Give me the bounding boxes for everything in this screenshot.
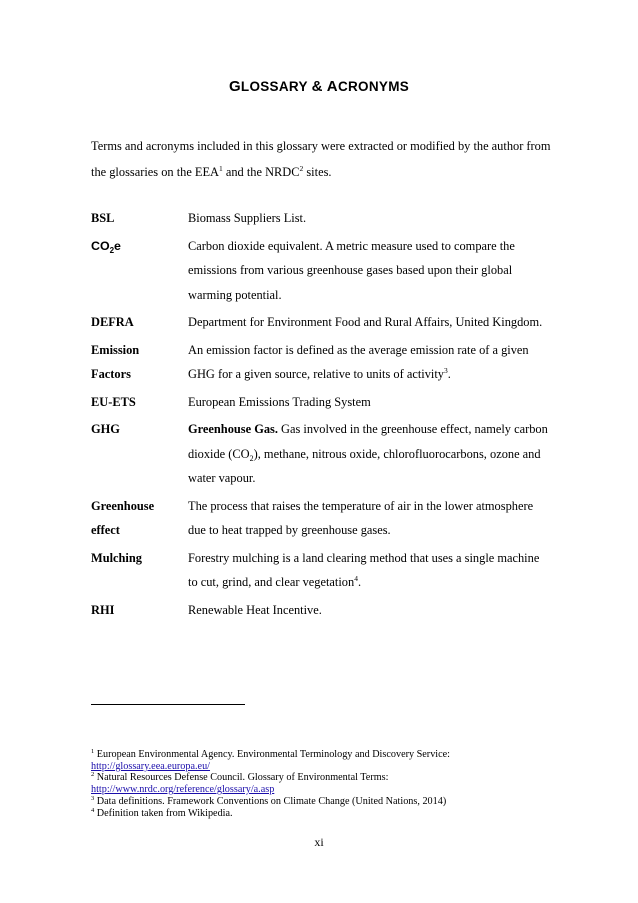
page-title: GLOSSARY & ACRONYMS (228, 78, 410, 95)
glossary-term: Mulching (91, 550, 142, 565)
glossary-definition: The process that raises the temperature of air in the lower atmosphere due to heat trapped by greenhouse gases. (188, 498, 534, 537)
footnote-2-link-line (91, 784, 561, 796)
nrdc-glossary-link[interactable]: http://www.nrdc.org/reference/glossary/a.asp (91, 784, 275, 796)
glossary-term: GHG (91, 422, 120, 436)
intro-paragraph: Terms and acronyms included in this glossary were extracted or modified by the author from the glossaries on the EEA$^1$ and the NRDC$^2$ sites. (91, 139, 551, 179)
glossary-definition: An emission factor is defined as the average emission rate of a given GHG for a given source, relative to units of activity$^3$. (188, 342, 529, 381)
glossary-entry-ghg (91, 417, 551, 491)
glossary-entry-rhi (91, 598, 551, 623)
glossary-definition: Greenhouse Gas. Gas involved in the greenhouse effect, namely carbon dioxide $(CO_2)$, methane, nitrous oxide, chlorofluorocarbons, ozone and water vapour. (188, 422, 548, 485)
glossary-entry-mulching (91, 546, 551, 595)
footnote-ref-1: 1 (219, 164, 223, 173)
page-number: xi (314, 835, 324, 849)
glossary-definition: Department for Environment Food and Rural Affairs, United Kingdom. (188, 315, 543, 329)
glossary-term: DEFRA (91, 315, 134, 329)
glossary-term: Emission Factors (91, 342, 140, 381)
glossary-term: BSL (91, 211, 115, 225)
glossary-term: Greenhouse effect (91, 498, 155, 537)
footnotes (91, 749, 561, 819)
eea-glossary-link[interactable]: http://glossary.eea.europa.eu/ (91, 760, 211, 772)
footnote-4: $^4$ Definition taken from Wikipedia. (91, 806, 233, 819)
glossary-definition: Biomass Suppliers List. (188, 211, 307, 225)
glossary-term: $CO_2e$ (91, 238, 121, 255)
footnote-3: $^3$ Data definitions. Framework Conventions on Climate Change (United Nations, 2014) (91, 794, 447, 807)
glossary-list (91, 206, 551, 625)
glossary-definition: Carbon dioxide equivalent. A metric measure used to compare the emissions from various greenhouse gases based upon their global warming potential. (188, 238, 515, 302)
footnote-ref-2: 2 (299, 164, 304, 173)
glossary-term: RHI (91, 602, 115, 617)
glossary-definition: Renewable Heat Incentive. (188, 602, 322, 617)
footnote-1-link-line (91, 761, 561, 773)
footnote-2: $^2$ Natural Resources Defense Council. Glossary of Environmental Terms: (91, 771, 389, 784)
glossary-definition: European Emissions Trading System (188, 394, 371, 409)
footnote-separator (91, 704, 245, 705)
glossary-entry-emission-factors (91, 338, 551, 387)
glossary-entry-greenhouse-effect (91, 494, 551, 543)
footnote-1: $^1$ European Environmental Agency. Environmental Terminology and Discovery Service: (91, 748, 450, 760)
glossary-term: EU-ETS (91, 394, 136, 409)
glossary-entry-co2e (91, 234, 551, 308)
glossary-definition: Forestry mulching is a land clearing method that uses a single machine to cut, grind, and clear vegetation$^4$. (188, 550, 540, 589)
glossary-entry-eu-ets (91, 390, 551, 415)
footnote-ref-3: 3 (444, 366, 448, 375)
footnote-ref-4: 4 (354, 574, 358, 583)
glossary-entry-bsl (91, 206, 551, 231)
glossary-entry-defra (91, 310, 551, 335)
